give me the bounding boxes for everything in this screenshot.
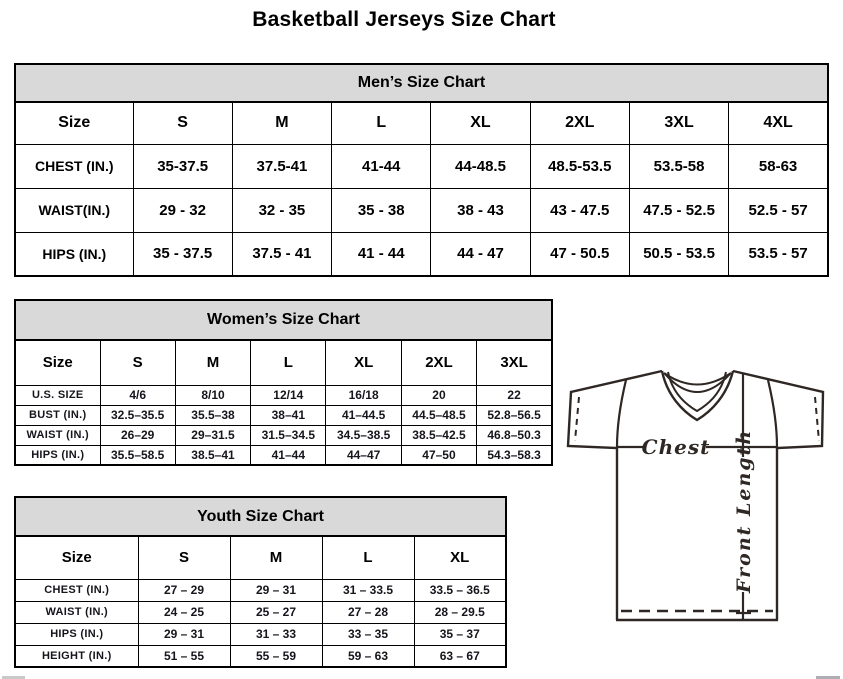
size-cell: 20 [401, 385, 476, 405]
size-cell: 35-37.5 [133, 144, 232, 188]
table-row [15, 405, 552, 425]
column-header: 3XL [629, 102, 728, 144]
column-header: L [332, 102, 431, 144]
size-cell: 35 – 37 [414, 623, 506, 645]
mens-size-chart-section [14, 63, 829, 277]
column-header: XL [414, 536, 506, 579]
column-header: M [232, 102, 331, 144]
column-header: 2XL [530, 102, 629, 144]
row-label: WAIST (IN.) [15, 601, 138, 623]
column-header: XL [431, 102, 530, 144]
column-header: L [322, 536, 414, 579]
table-row [15, 144, 828, 188]
size-cell: 16/18 [326, 385, 401, 405]
row-label: BUST (IN.) [15, 405, 100, 425]
size-cell: 8/10 [175, 385, 250, 405]
size-cell: 29–31.5 [175, 425, 250, 445]
size-cell: 44.5–48.5 [401, 405, 476, 425]
column-header: S [138, 536, 230, 579]
womens-size-chart-section [14, 299, 553, 466]
jersey-measurement-diagram [552, 355, 843, 635]
row-label: HIPS (IN.) [15, 232, 133, 276]
men-table-title: Men’s Size Chart [15, 64, 828, 102]
size-cell: 34.5–38.5 [326, 425, 401, 445]
size-cell: 58-63 [729, 144, 828, 188]
table-row [15, 601, 506, 623]
size-cell: 29 - 32 [133, 188, 232, 232]
size-cell: 47.5 - 52.5 [629, 188, 728, 232]
women-size-table [14, 299, 553, 466]
size-cell: 31 – 33 [230, 623, 322, 645]
column-header: S [100, 340, 175, 385]
size-cell: 29 – 31 [138, 623, 230, 645]
size-cell: 59 – 63 [322, 645, 414, 667]
column-header: 2XL [401, 340, 476, 385]
size-cell: 38 - 43 [431, 188, 530, 232]
column-header: XL [326, 340, 401, 385]
table-row [15, 188, 828, 232]
size-cell: 25 – 27 [230, 601, 322, 623]
youth-header-row [15, 536, 506, 579]
size-cell: 22 [477, 385, 552, 405]
size-cell: 26–29 [100, 425, 175, 445]
size-cell: 53.5-58 [629, 144, 728, 188]
jersey-left-seam [617, 380, 626, 447]
size-cell: 32 - 35 [232, 188, 331, 232]
size-cell: 52.8–56.5 [477, 405, 552, 425]
table-row [15, 623, 506, 645]
size-cell: 54.3–58.3 [477, 445, 552, 465]
column-header: Size [15, 536, 138, 579]
size-cell: 33 – 35 [322, 623, 414, 645]
row-label: CHEST (IN.) [15, 579, 138, 601]
size-cell: 31 – 33.5 [322, 579, 414, 601]
column-header: Size [15, 102, 133, 144]
size-cell: 55 – 59 [230, 645, 322, 667]
size-cell: 27 – 28 [322, 601, 414, 623]
page-title: Basketball Jerseys Size Chart [252, 8, 556, 31]
size-cell: 38–41 [251, 405, 326, 425]
size-cell: 53.5 - 57 [729, 232, 828, 276]
size-cell: 38.5–42.5 [401, 425, 476, 445]
size-cell: 41–44.5 [326, 405, 401, 425]
size-cell: 44 - 47 [431, 232, 530, 276]
size-cell: 28 – 29.5 [414, 601, 506, 623]
row-label: CHEST (IN.) [15, 144, 133, 188]
size-cell: 35.5–58.5 [100, 445, 175, 465]
size-cell: 48.5-53.5 [530, 144, 629, 188]
size-cell: 41 - 44 [332, 232, 431, 276]
size-cell: 35 - 37.5 [133, 232, 232, 276]
row-label: WAIST (IN.) [15, 425, 100, 445]
size-cell: 46.8–50.3 [477, 425, 552, 445]
size-cell: 63 – 67 [414, 645, 506, 667]
size-cell: 50.5 - 53.5 [629, 232, 728, 276]
youth-size-chart-section [14, 496, 507, 668]
front-length-label: Front Length [733, 428, 755, 593]
row-label: HIPS (IN.) [15, 445, 100, 465]
women-table-title: Women’s Size Chart [15, 300, 552, 340]
size-cell: 12/14 [251, 385, 326, 405]
jersey-right-seam [768, 380, 777, 447]
row-label: HEIGHT (IN.) [15, 645, 138, 667]
men-size-table [14, 63, 829, 277]
table-row [15, 385, 552, 405]
column-header: 4XL [729, 102, 828, 144]
jersey-right-cuff-stitch-dashed [815, 397, 819, 441]
table-row [15, 232, 828, 276]
youth-size-table [14, 496, 507, 668]
women-header-row [15, 340, 552, 385]
size-cell: 44-48.5 [431, 144, 530, 188]
size-cell: 33.5 – 36.5 [414, 579, 506, 601]
size-cell: 29 – 31 [230, 579, 322, 601]
size-cell: 41-44 [332, 144, 431, 188]
column-header: M [230, 536, 322, 579]
row-label: HIPS (IN.) [15, 623, 138, 645]
column-header: L [251, 340, 326, 385]
jersey-left-outline [568, 371, 662, 620]
table-row [15, 579, 506, 601]
table-row [15, 425, 552, 445]
row-label: U.S. SIZE [15, 385, 100, 405]
row-label: WAIST(IN.) [15, 188, 133, 232]
column-header: 3XL [477, 340, 552, 385]
table-row [15, 445, 552, 465]
size-cell: 44–47 [326, 445, 401, 465]
size-cell: 38.5–41 [175, 445, 250, 465]
size-cell: 47–50 [401, 445, 476, 465]
size-cell: 31.5–34.5 [251, 425, 326, 445]
chest-label: Chest [641, 435, 711, 459]
size-cell: 41–44 [251, 445, 326, 465]
jersey-left-cuff-stitch-dashed [575, 397, 579, 441]
size-cell: 37.5-41 [232, 144, 331, 188]
table-row [15, 645, 506, 667]
size-cell: 47 - 50.5 [530, 232, 629, 276]
size-cell: 24 – 25 [138, 601, 230, 623]
size-cell: 27 – 29 [138, 579, 230, 601]
size-cell: 51 – 55 [138, 645, 230, 667]
column-header: M [175, 340, 250, 385]
size-cell: 52.5 - 57 [729, 188, 828, 232]
men-header-row [15, 102, 828, 144]
column-header: Size [15, 340, 100, 385]
size-cell: 43 - 47.5 [530, 188, 629, 232]
youth-table-title: Youth Size Chart [15, 497, 506, 536]
size-cell: 35 - 38 [332, 188, 431, 232]
size-cell: 4/6 [100, 385, 175, 405]
column-header: S [133, 102, 232, 144]
size-cell: 35.5–38 [175, 405, 250, 425]
size-cell: 37.5 - 41 [232, 232, 331, 276]
size-cell: 32.5–35.5 [100, 405, 175, 425]
